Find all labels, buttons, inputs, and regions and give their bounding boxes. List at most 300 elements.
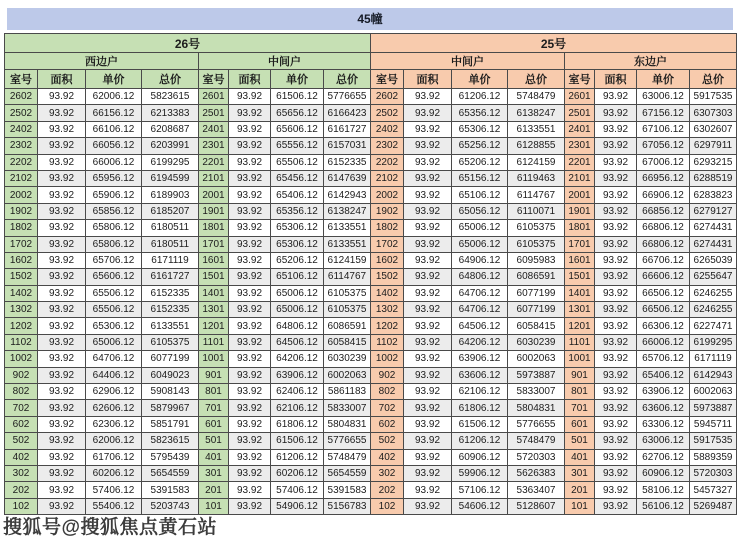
room-number-cell: 2601: [199, 89, 229, 105]
room-number-cell: 1401: [199, 285, 229, 301]
room-number-cell: 801: [565, 384, 595, 400]
value-cell: 64706.12: [452, 285, 508, 301]
value-cell: 65606.12: [86, 269, 142, 285]
value-cell: 6171119: [142, 252, 199, 268]
room-number-cell: 2401: [565, 121, 595, 137]
value-cell: 65406.12: [637, 367, 690, 383]
value-cell: 93.92: [404, 384, 452, 400]
unit-section-header: 中间户: [199, 53, 371, 70]
room-number-cell: 601: [565, 416, 595, 432]
value-cell: 93.92: [595, 269, 637, 285]
value-cell: 63006.12: [637, 89, 690, 105]
value-cell: 93.92: [38, 236, 86, 252]
value-cell: 5626383: [508, 465, 565, 481]
room-number-cell: 1502: [371, 269, 404, 285]
value-cell: 93.92: [404, 252, 452, 268]
table-row: [5, 433, 371, 449]
value-cell: 63306.12: [637, 416, 690, 432]
value-cell: 6279127: [690, 203, 737, 219]
table-row: [5, 367, 371, 383]
room-number-cell: 601: [199, 416, 229, 432]
value-cell: 6199295: [690, 334, 737, 350]
room-number-cell: 701: [199, 400, 229, 416]
column-header: 总价: [324, 70, 371, 89]
room-number-cell: 1101: [199, 334, 229, 350]
room-number-cell: 2301: [199, 138, 229, 154]
room-number-cell: 1102: [5, 334, 38, 350]
value-cell: 93.92: [229, 269, 271, 285]
room-number-cell: 2102: [371, 170, 404, 186]
table-row: [371, 433, 737, 449]
value-cell: 5363407: [508, 482, 565, 498]
value-cell: 5823615: [142, 433, 199, 449]
value-cell: 65856.12: [86, 203, 142, 219]
value-cell: 93.92: [229, 236, 271, 252]
value-cell: 61706.12: [86, 449, 142, 465]
value-cell: 6194599: [142, 170, 199, 186]
value-cell: 5128607: [508, 498, 565, 514]
value-cell: 5203743: [142, 498, 199, 514]
value-cell: 5748479: [324, 449, 371, 465]
room-number-cell: 2402: [371, 121, 404, 137]
room-number-cell: 402: [371, 449, 404, 465]
value-cell: 93.92: [595, 105, 637, 121]
value-cell: 65206.12: [452, 154, 508, 170]
room-number-cell: 202: [371, 482, 404, 498]
column-header: 室号: [5, 70, 38, 89]
table-row: [5, 400, 371, 416]
unit-section-header: 东边户: [565, 53, 737, 70]
value-cell: 6105375: [324, 285, 371, 301]
value-cell: 64806.12: [271, 318, 324, 334]
value-cell: 93.92: [38, 465, 86, 481]
value-cell: 6002063: [508, 351, 565, 367]
value-cell: 61506.12: [452, 416, 508, 432]
value-cell: 62606.12: [86, 400, 142, 416]
room-number-cell: 2202: [5, 154, 38, 170]
room-number-cell: 302: [5, 465, 38, 481]
value-cell: 93.92: [595, 367, 637, 383]
value-cell: 93.92: [595, 416, 637, 432]
value-cell: 65006.12: [271, 302, 324, 318]
room-number-cell: 2602: [5, 89, 38, 105]
room-number-cell: 502: [5, 433, 38, 449]
value-cell: 93.92: [595, 334, 637, 350]
value-cell: 93.92: [595, 154, 637, 170]
value-cell: 5889359: [690, 449, 737, 465]
value-cell: 5391583: [142, 482, 199, 498]
room-number-cell: 1302: [5, 302, 38, 318]
value-cell: 66806.12: [637, 220, 690, 236]
value-cell: 6077199: [508, 302, 565, 318]
value-cell: 93.92: [38, 269, 86, 285]
room-number-cell: 2201: [199, 154, 229, 170]
value-cell: 93.92: [595, 187, 637, 203]
value-cell: 6203991: [142, 138, 199, 154]
value-cell: 6133551: [324, 236, 371, 252]
value-cell: 93.92: [229, 334, 271, 350]
room-number-cell: 101: [565, 498, 595, 514]
value-cell: 93.92: [404, 269, 452, 285]
value-cell: 66306.12: [637, 318, 690, 334]
value-cell: 63006.12: [637, 433, 690, 449]
value-cell: 65706.12: [637, 351, 690, 367]
price-table-building-26: [4, 33, 371, 515]
value-cell: 63906.12: [271, 367, 324, 383]
unit-section-header: 西边户: [5, 53, 199, 70]
value-cell: 65306.12: [86, 318, 142, 334]
value-cell: 62706.12: [637, 449, 690, 465]
room-number-cell: 2502: [5, 105, 38, 121]
value-cell: 6227471: [690, 318, 737, 334]
room-number-cell: 1002: [371, 351, 404, 367]
room-number-cell: 302: [371, 465, 404, 481]
value-cell: 6283823: [690, 187, 737, 203]
value-cell: 93.92: [404, 138, 452, 154]
value-cell: 5823615: [142, 89, 199, 105]
value-cell: 65406.12: [271, 187, 324, 203]
value-cell: 5833007: [508, 384, 565, 400]
value-cell: 64206.12: [271, 351, 324, 367]
value-cell: 64506.12: [271, 334, 324, 350]
value-cell: 62106.12: [452, 384, 508, 400]
value-cell: 93.92: [38, 252, 86, 268]
value-cell: 67006.12: [637, 154, 690, 170]
room-number-cell: 2501: [565, 105, 595, 121]
value-cell: 93.92: [404, 318, 452, 334]
column-header: 室号: [565, 70, 595, 89]
room-number-cell: 1802: [371, 220, 404, 236]
value-cell: 93.92: [229, 367, 271, 383]
value-cell: 5833007: [324, 400, 371, 416]
value-cell: 93.92: [38, 121, 86, 137]
room-number-cell: 1501: [199, 269, 229, 285]
value-cell: 6086591: [508, 269, 565, 285]
room-number-cell: 2101: [199, 170, 229, 186]
value-cell: 93.92: [595, 121, 637, 137]
column-header: 面积: [404, 70, 452, 89]
room-number-cell: 1401: [565, 285, 595, 301]
value-cell: 93.92: [38, 105, 86, 121]
room-number-cell: 1502: [5, 269, 38, 285]
value-cell: 93.92: [404, 89, 452, 105]
value-cell: 62406.12: [271, 384, 324, 400]
room-number-cell: 802: [5, 384, 38, 400]
room-number-cell: 2502: [371, 105, 404, 121]
room-number-cell: 1801: [565, 220, 595, 236]
room-number-cell: 802: [371, 384, 404, 400]
value-cell: 6185207: [142, 203, 199, 219]
value-cell: 54606.12: [452, 498, 508, 514]
value-cell: 93.92: [595, 252, 637, 268]
value-cell: 65206.12: [271, 252, 324, 268]
table-row: [5, 318, 371, 334]
value-cell: 56106.12: [637, 498, 690, 514]
room-number-cell: 1701: [565, 236, 595, 252]
value-cell: 5776655: [324, 433, 371, 449]
value-cell: 65556.12: [271, 138, 324, 154]
table-row: [5, 170, 371, 186]
value-cell: 93.92: [595, 482, 637, 498]
value-cell: 6128855: [508, 138, 565, 154]
value-cell: 93.92: [229, 105, 271, 121]
table-row: [371, 482, 737, 498]
value-cell: 93.92: [229, 154, 271, 170]
table-row: [5, 252, 371, 268]
room-number-cell: 2201: [565, 154, 595, 170]
value-cell: 5776655: [324, 89, 371, 105]
value-cell: 6246255: [690, 302, 737, 318]
room-number-cell: 2001: [199, 187, 229, 203]
value-cell: 66856.12: [637, 203, 690, 219]
value-cell: 6124159: [508, 154, 565, 170]
room-number-cell: 2601: [565, 89, 595, 105]
room-number-cell: 1001: [199, 351, 229, 367]
room-number-cell: 102: [371, 498, 404, 514]
value-cell: 6288519: [690, 170, 737, 186]
value-cell: 93.92: [229, 400, 271, 416]
value-cell: 6152335: [142, 302, 199, 318]
value-cell: 6189903: [142, 187, 199, 203]
value-cell: 93.92: [229, 170, 271, 186]
room-number-cell: 2002: [371, 187, 404, 203]
value-cell: 6105375: [508, 220, 565, 236]
building-name: 25号: [371, 34, 737, 53]
value-cell: 6133551: [142, 318, 199, 334]
table-row: [371, 302, 737, 318]
column-header: 单价: [86, 70, 142, 89]
value-cell: 93.92: [38, 170, 86, 186]
value-cell: 65806.12: [86, 220, 142, 236]
table-row: [5, 285, 371, 301]
room-number-cell: 501: [565, 433, 595, 449]
value-cell: 6161727: [142, 269, 199, 285]
value-cell: 93.92: [229, 187, 271, 203]
value-cell: 93.92: [38, 285, 86, 301]
table-row: [371, 89, 737, 105]
value-cell: 5917535: [690, 433, 737, 449]
value-cell: 66506.12: [637, 285, 690, 301]
room-number-cell: 1602: [371, 252, 404, 268]
value-cell: 6002063: [690, 384, 737, 400]
value-cell: 6147639: [324, 170, 371, 186]
room-number-cell: 602: [371, 416, 404, 432]
value-cell: 5973887: [690, 400, 737, 416]
room-number-cell: 301: [199, 465, 229, 481]
price-tables: [4, 33, 737, 515]
value-cell: 6161727: [324, 121, 371, 137]
room-number-cell: 2302: [5, 138, 38, 154]
room-number-cell: 201: [565, 482, 595, 498]
table-row: [371, 252, 737, 268]
table-row: [5, 203, 371, 219]
column-header: 面积: [595, 70, 637, 89]
value-cell: 57406.12: [86, 482, 142, 498]
value-cell: 62306.12: [86, 416, 142, 432]
value-cell: 6114767: [508, 187, 565, 203]
value-cell: 57106.12: [452, 482, 508, 498]
unit-section-header: 中间户: [371, 53, 565, 70]
room-number-cell: 2602: [371, 89, 404, 105]
value-cell: 6152335: [142, 285, 199, 301]
value-cell: 64906.12: [452, 252, 508, 268]
value-cell: 65006.12: [452, 236, 508, 252]
value-cell: 93.92: [38, 334, 86, 350]
value-cell: 6133551: [508, 121, 565, 137]
table-row: [371, 187, 737, 203]
value-cell: 93.92: [229, 449, 271, 465]
value-cell: 5917535: [690, 89, 737, 105]
value-cell: 93.92: [595, 449, 637, 465]
room-number-cell: 801: [199, 384, 229, 400]
value-cell: 93.92: [595, 138, 637, 154]
value-cell: 5973887: [508, 367, 565, 383]
table-row: [371, 498, 737, 514]
value-cell: 62006.12: [86, 89, 142, 105]
value-cell: 62006.12: [86, 433, 142, 449]
table-row: [5, 498, 371, 514]
value-cell: 6110071: [508, 203, 565, 219]
table-row: [5, 482, 371, 498]
building-name: 26号: [5, 34, 371, 53]
value-cell: 66606.12: [637, 269, 690, 285]
value-cell: 93.92: [229, 482, 271, 498]
value-cell: 60206.12: [86, 465, 142, 481]
value-cell: 65356.12: [271, 203, 324, 219]
building-title: 45幢: [7, 8, 733, 30]
value-cell: 66706.12: [637, 252, 690, 268]
value-cell: 93.92: [404, 482, 452, 498]
value-cell: 65106.12: [271, 269, 324, 285]
value-cell: 6105375: [324, 302, 371, 318]
column-header: 总价: [690, 70, 737, 89]
table-row: [371, 236, 737, 252]
value-cell: 66506.12: [637, 302, 690, 318]
room-number-cell: 1702: [371, 236, 404, 252]
room-number-cell: 2002: [5, 187, 38, 203]
room-number-cell: 1701: [199, 236, 229, 252]
room-number-cell: 402: [5, 449, 38, 465]
room-number-cell: 1702: [5, 236, 38, 252]
value-cell: 60906.12: [452, 449, 508, 465]
value-cell: 93.92: [404, 367, 452, 383]
value-cell: 65006.12: [86, 334, 142, 350]
room-number-cell: 1001: [565, 351, 595, 367]
value-cell: 6152335: [324, 154, 371, 170]
value-cell: 61506.12: [271, 89, 324, 105]
value-cell: 93.92: [404, 285, 452, 301]
value-cell: 6049023: [142, 367, 199, 383]
value-cell: 93.92: [229, 465, 271, 481]
value-cell: 93.92: [38, 187, 86, 203]
value-cell: 65106.12: [452, 187, 508, 203]
value-cell: 93.92: [595, 465, 637, 481]
room-number-cell: 1602: [5, 252, 38, 268]
room-number-cell: 901: [199, 367, 229, 383]
value-cell: 93.92: [595, 498, 637, 514]
room-number-cell: 1901: [565, 203, 595, 219]
room-number-cell: 1002: [5, 351, 38, 367]
table-row: [5, 121, 371, 137]
room-number-cell: 902: [5, 367, 38, 383]
value-cell: 65306.12: [452, 121, 508, 137]
value-cell: 93.92: [595, 285, 637, 301]
value-cell: 59906.12: [452, 465, 508, 481]
table-row: [371, 121, 737, 137]
value-cell: 93.92: [595, 203, 637, 219]
value-cell: 64806.12: [452, 269, 508, 285]
value-cell: 6077199: [508, 285, 565, 301]
value-cell: 5720303: [508, 449, 565, 465]
value-cell: 63906.12: [452, 351, 508, 367]
value-cell: 5748479: [508, 89, 565, 105]
value-cell: 93.92: [38, 482, 86, 498]
table-row: [5, 302, 371, 318]
value-cell: 93.92: [229, 121, 271, 137]
room-number-cell: 202: [5, 482, 38, 498]
value-cell: 6255647: [690, 269, 737, 285]
table-row: [371, 105, 737, 121]
value-cell: 6265039: [690, 252, 737, 268]
table-row: [5, 105, 371, 121]
value-cell: 6124159: [324, 252, 371, 268]
value-cell: 6105375: [508, 236, 565, 252]
value-cell: 93.92: [595, 89, 637, 105]
table-row: [5, 384, 371, 400]
room-number-cell: 702: [5, 400, 38, 416]
value-cell: 65056.12: [452, 203, 508, 219]
value-cell: 60906.12: [637, 465, 690, 481]
value-cell: 66156.12: [86, 105, 142, 121]
value-cell: 6274431: [690, 236, 737, 252]
room-number-cell: 1902: [5, 203, 38, 219]
room-number-cell: 1402: [5, 285, 38, 301]
table-row: [371, 416, 737, 432]
table-row: [371, 449, 737, 465]
value-cell: 5776655: [508, 416, 565, 432]
value-cell: 63606.12: [452, 367, 508, 383]
value-cell: 6142943: [690, 367, 737, 383]
column-header: 总价: [508, 70, 565, 89]
value-cell: 65456.12: [271, 170, 324, 186]
value-cell: 93.92: [404, 400, 452, 416]
table-row: [5, 187, 371, 203]
column-header: 总价: [142, 70, 199, 89]
value-cell: 93.92: [229, 138, 271, 154]
table-row: [5, 220, 371, 236]
value-cell: 60206.12: [271, 465, 324, 481]
table-row: [371, 138, 737, 154]
table-row: [5, 154, 371, 170]
table-row: [5, 449, 371, 465]
value-cell: 62906.12: [86, 384, 142, 400]
table-row: [5, 416, 371, 432]
value-cell: 93.92: [229, 498, 271, 514]
room-number-cell: 1802: [5, 220, 38, 236]
value-cell: 93.92: [595, 433, 637, 449]
table-row: [371, 318, 737, 334]
column-header: 单价: [452, 70, 508, 89]
table-row: [371, 367, 737, 383]
room-number-cell: 702: [371, 400, 404, 416]
column-header: 单价: [271, 70, 324, 89]
value-cell: 6199295: [142, 154, 199, 170]
value-cell: 65256.12: [452, 138, 508, 154]
room-number-cell: 2402: [5, 121, 38, 137]
room-number-cell: 2401: [199, 121, 229, 137]
room-number-cell: 1202: [5, 318, 38, 334]
table-row: [5, 465, 371, 481]
